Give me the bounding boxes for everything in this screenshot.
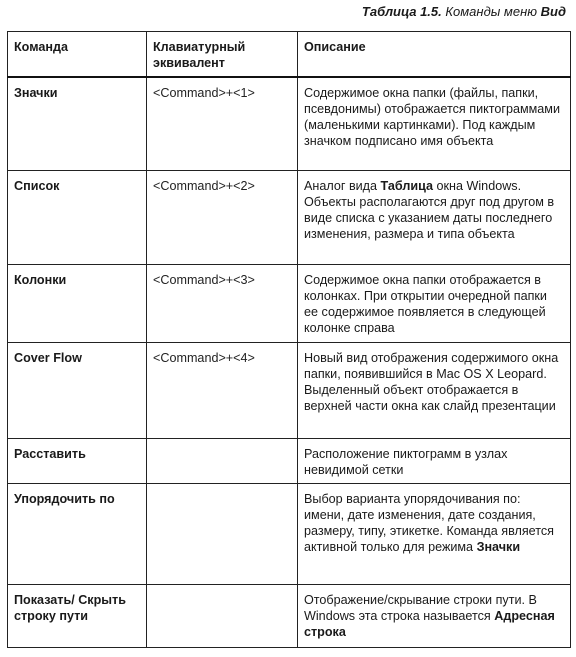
row-description	[298, 438, 571, 483]
caption-label: Таблица 1.5.	[361, 4, 442, 19]
header-description: Описание	[298, 32, 571, 78]
row-command: Колонки	[8, 264, 147, 342]
header-command: Команда	[8, 32, 147, 78]
row-command: Упорядочить по	[8, 483, 147, 584]
table-row	[8, 170, 571, 264]
caption-menu-name: Вид	[540, 4, 566, 19]
row-description	[298, 584, 571, 647]
row-shortcut: <Command>+<4>	[147, 342, 298, 438]
row-description	[298, 342, 571, 438]
table-row	[8, 342, 571, 438]
table-row	[8, 264, 571, 342]
header-shortcut: Клавиатурный эквивалент	[147, 32, 298, 78]
row-description	[298, 483, 571, 584]
description-text: Аналог вида	[304, 178, 381, 193]
row-shortcut	[147, 438, 298, 483]
table-row	[8, 483, 571, 584]
row-command: Cover Flow	[8, 342, 147, 438]
description-text: Расположение пиктограмм в узлах невидимой сетки	[304, 446, 508, 477]
row-description	[298, 77, 571, 170]
description-text-after: окна Windows. Объекты располагаются друг под другом в виде списка с указанием даты последнего изменения, размера и типа объекта	[304, 178, 555, 241]
row-command: Значки	[8, 77, 147, 170]
table-row	[8, 584, 571, 647]
row-shortcut	[147, 483, 298, 584]
row-command: Показать/ Скрыть строку пути	[8, 584, 147, 647]
row-shortcut: <Command>+<1>	[147, 77, 298, 170]
table-row	[8, 438, 571, 483]
row-description	[298, 264, 571, 342]
description-text: Новый вид отображения содержимого окна папки, появившийся в Mac OS X Leopard. Выделенный объект отображается в верхней части окна как слайд презентации	[304, 350, 559, 413]
row-command: Расставить	[8, 438, 147, 483]
row-shortcut	[147, 584, 298, 647]
caption-text: Команды меню	[445, 4, 537, 19]
description-bold: Значки	[476, 539, 521, 554]
row-description	[298, 170, 571, 264]
description-text: Содержимое окна папки отображается в колонках. При открытии очередной папки ее содержимое появляется в следующей колонке справа	[304, 272, 547, 335]
row-shortcut: <Command>+<2>	[147, 170, 298, 264]
description-text: Отображение/скрывание строки пути. В Windows эта строка называется	[304, 592, 537, 623]
description-bold: Таблица	[380, 178, 434, 193]
table-caption	[362, 4, 566, 19]
row-shortcut: <Command>+<3>	[147, 264, 298, 342]
description-text: Содержимое окна папки (файлы, папки, псевдонимы) отображается пиктограммами (маленькими картинками). Под каждым значком подписано имя объекта	[304, 86, 561, 148]
description-bold: Адресная строка	[304, 608, 555, 639]
commands-table	[7, 31, 571, 648]
description-text: Выбор варианта упорядочивания по: имени, дате изменения, дате создания, размеру, типу, этикетке. Команда является активной только для режима	[304, 491, 554, 554]
table-header-row	[8, 32, 571, 78]
row-command: Список	[8, 170, 147, 264]
table-row	[8, 77, 571, 170]
